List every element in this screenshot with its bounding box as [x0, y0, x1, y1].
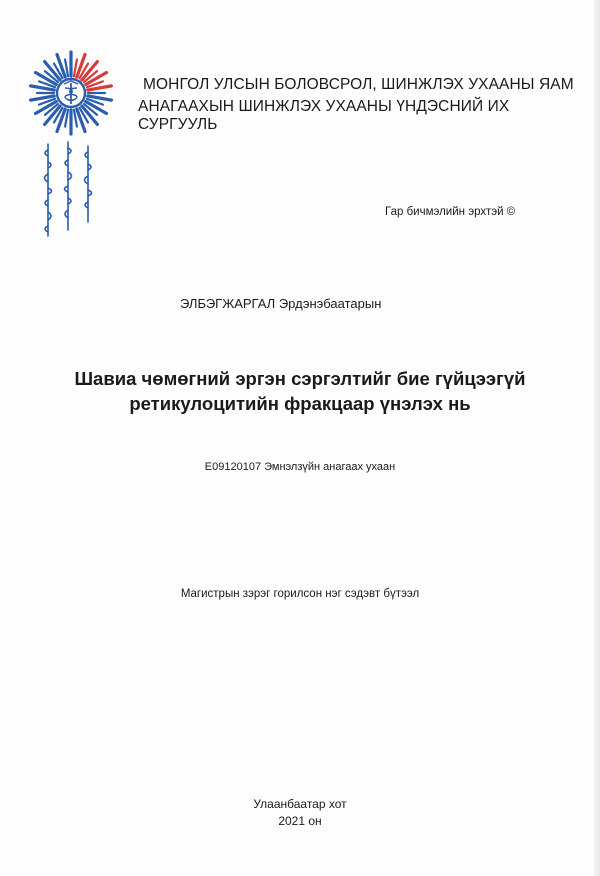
year: 2021 он: [278, 814, 322, 828]
institution-header: [138, 76, 578, 138]
university-name: АНАГААХЫН ШИНЖЛЭХ УХААНЫ ҮНДЭСНИЙ ИХ СУРГУУЛЬ: [138, 98, 510, 133]
thesis-title-line-2: ретикулоцитийн фракцаар үнэлэх нь: [129, 393, 471, 414]
university-emblem-icon: [28, 50, 114, 140]
mongolian-script-column: [28, 140, 114, 244]
program-code: E09120107 Эмнэлзүйн анагаах ухаан: [204, 461, 396, 473]
university-logo: [28, 50, 114, 246]
degree-note: Магистрын зэрэг горилсон нэг сэдэвт бүтээл: [180, 588, 420, 600]
thesis-title: [60, 366, 540, 416]
city: Улаанбаатар хот: [253, 797, 347, 811]
author-name: ЭЛБЭГЖАРГАЛ Эрдэнэбаатарын: [180, 296, 382, 311]
scan-edge: [594, 0, 600, 876]
thesis-title-line-1: Шавиа чөмөгний эргэн сэргэлтийг бие гүйцээгүй: [74, 368, 526, 389]
copyright-note: Гар бичмэлийн эрхтэй ©: [385, 206, 516, 218]
ministry-name: МОНГОЛ УЛСЫН БОЛОВСРОЛ, ШИНЖЛЭХ УХААНЫ ЯАМ: [143, 76, 574, 93]
place-and-year: [0, 796, 600, 830]
